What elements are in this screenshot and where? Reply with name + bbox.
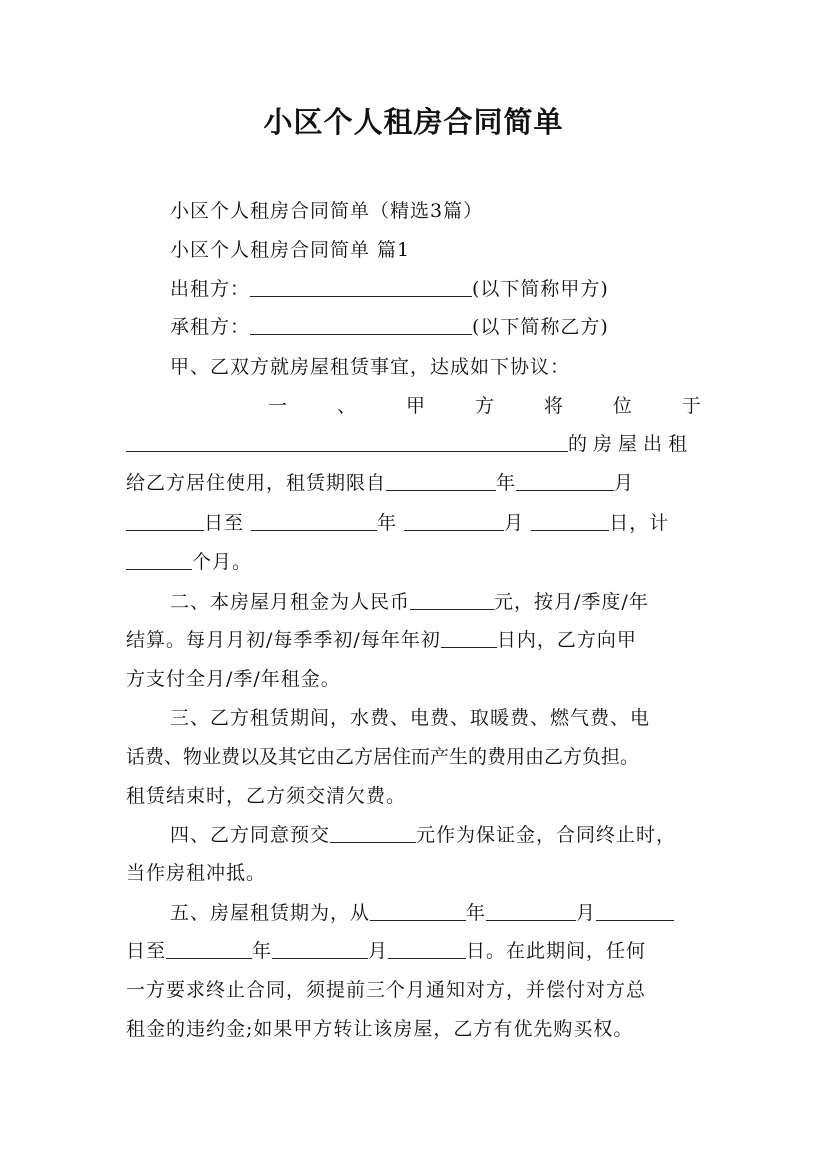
- clause-1-months-line: [126, 549, 702, 575]
- months-label: 个月。: [192, 551, 253, 573]
- lessee-line: [170, 314, 702, 340]
- rent-blank: [410, 589, 494, 610]
- start-year-blank: [370, 900, 466, 921]
- period-end-year-label: 年: [252, 940, 273, 962]
- char: 一: [268, 395, 289, 417]
- lessee-label: 承租方：: [170, 316, 251, 338]
- clause-4-line-2: 当作房租冲抵。: [126, 862, 267, 884]
- clause-3-line-1: 三、乙方租赁期间，水费、电费、取暖费、燃气费、电: [170, 707, 651, 729]
- clause-1-end-line: [126, 510, 702, 536]
- clause-1-justified-line: [268, 393, 702, 419]
- day-blank: [126, 510, 204, 531]
- month-label: 月: [614, 472, 635, 494]
- start-month-blank: [486, 900, 576, 921]
- clause-4-line-1: [170, 822, 702, 848]
- end-year-label: 年: [377, 512, 398, 534]
- clause-5-line-4: 租金的违约金;如果甲方转让该房屋，乙方有优先购买权。: [126, 1018, 634, 1040]
- clause-1-address-line: [126, 431, 702, 457]
- clause-1-text: 的房屋出租: [568, 433, 694, 455]
- period-end-month-label: 月: [368, 940, 389, 962]
- period-end-text: 日。在此期间，任何: [466, 940, 647, 962]
- period-end-month-blank: [272, 938, 368, 959]
- char: 于: [681, 395, 702, 417]
- char: 方: [474, 395, 495, 417]
- end-year-blank: [251, 510, 377, 531]
- rent-period-text: 元，按月/季度/年: [494, 591, 649, 613]
- document-title: 小区个人租房合同简单: [263, 105, 564, 139]
- char: 、: [336, 395, 357, 417]
- month-blank: [516, 470, 614, 491]
- end-day-blank: [531, 510, 609, 531]
- settlement-text: 结算。每月月初/每季季初/每年年初: [126, 629, 441, 651]
- clause-2-line-1: [170, 589, 702, 615]
- deposit-text: 四、乙方同意预交: [170, 824, 331, 846]
- lessor-line: [170, 276, 702, 302]
- char: 甲: [405, 395, 426, 417]
- clause-5-line-2: [126, 938, 702, 964]
- section-heading: 小区个人租房合同简单 篇1: [170, 239, 411, 261]
- period-to-label: 日至: [126, 940, 167, 962]
- clause-2-line-3: 方支付全月/季/年租金。: [126, 668, 341, 690]
- start-day-blank: [596, 900, 674, 921]
- start-year-label: 年: [466, 902, 487, 924]
- char: 位: [612, 395, 633, 417]
- year-label: 年: [496, 472, 517, 494]
- period-text: 五、房屋租赁期为，从: [170, 902, 371, 924]
- start-month-label: 月: [576, 902, 597, 924]
- end-month-blank: [404, 510, 504, 531]
- clause-3-line-2: 话费、物业费以及其它由乙方居住而产生的费用由乙方负担。: [126, 746, 640, 768]
- period-end-day-blank: [388, 938, 466, 959]
- clause-2-line-2: [126, 627, 702, 653]
- clause-5-line-3: 一方要求终止合同，须提前三个月通知对方，并偿付对方总: [126, 979, 647, 1001]
- lessee-blank: [250, 314, 472, 335]
- lessee-note: (以下简称乙方): [472, 316, 609, 338]
- deposit-text-2: 元作为保证金，合同终止时，: [416, 824, 677, 846]
- settlement-text-2: 日内，乙方向甲: [496, 629, 637, 651]
- end-month-label: 月: [504, 512, 525, 534]
- clause-5-line-1: [170, 900, 702, 926]
- rent-text: 二、本房屋月租金为人民币: [170, 591, 411, 613]
- address-blank: [126, 431, 568, 452]
- agreement-intro: 甲、乙双方就房屋租赁事宜，达成如下协议：: [170, 356, 571, 378]
- months-blank: [126, 549, 192, 570]
- deposit-blank: [330, 822, 416, 843]
- clause-1-term-line: [126, 470, 702, 496]
- end-day-label: 日，计: [609, 512, 670, 534]
- clause-3-line-3: 租赁结束时，乙方须交清欠费。: [126, 785, 407, 807]
- char: 将: [543, 395, 564, 417]
- lessor-note: (以下简称甲方): [472, 278, 609, 300]
- lessor-label: 出租方：: [170, 278, 251, 300]
- pay-days-blank: [441, 627, 497, 648]
- subtitle-selected: 小区个人租房合同简单（精选3篇）: [170, 200, 484, 222]
- day-to-label: 日至: [204, 512, 245, 534]
- term-text: 给乙方居住使用，租赁期限自: [126, 472, 387, 494]
- year-blank: [386, 470, 496, 491]
- lessor-blank: [250, 276, 472, 297]
- period-end-year-blank: [166, 938, 252, 959]
